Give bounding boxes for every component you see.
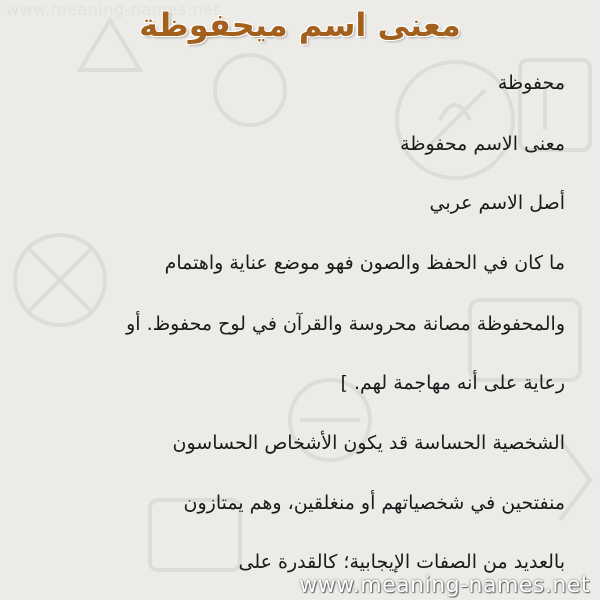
text-line: ما كان في الحفظ والصون فهو موضع عناية واهتمام xyxy=(164,252,565,274)
cross-sign-icon xyxy=(30,250,90,310)
text-line: أصل الاسم عربي xyxy=(429,192,565,214)
text-line: رعاية على أنه مهاجمة لهم. ] xyxy=(340,372,565,394)
text-line: بالعديد من الصفات الإيجابية؛ كالقدرة على xyxy=(238,551,565,573)
text-line: معنى الاسم محفوظة xyxy=(400,133,565,155)
text-line: منفتحين في شخصياتهم أو منغلقين، وهم يمتازون xyxy=(183,492,565,514)
traffic-sign-icon xyxy=(397,62,513,178)
page-title: معنى اسم ميحفوظة xyxy=(139,6,461,44)
header xyxy=(0,0,600,48)
text-line: محفوظة xyxy=(497,72,565,94)
site-watermark-bottom: www.meaning-names.net xyxy=(299,573,590,598)
text-line: والمحفوظة مصانة محروسة والقرآن في لوح محفوظ. أو xyxy=(126,313,565,335)
text-line: الشخصية الحساسة قد يكون الأشخاص الحساسون xyxy=(172,432,565,454)
site-watermark-top: www.meaning-names.net xyxy=(6,0,221,19)
